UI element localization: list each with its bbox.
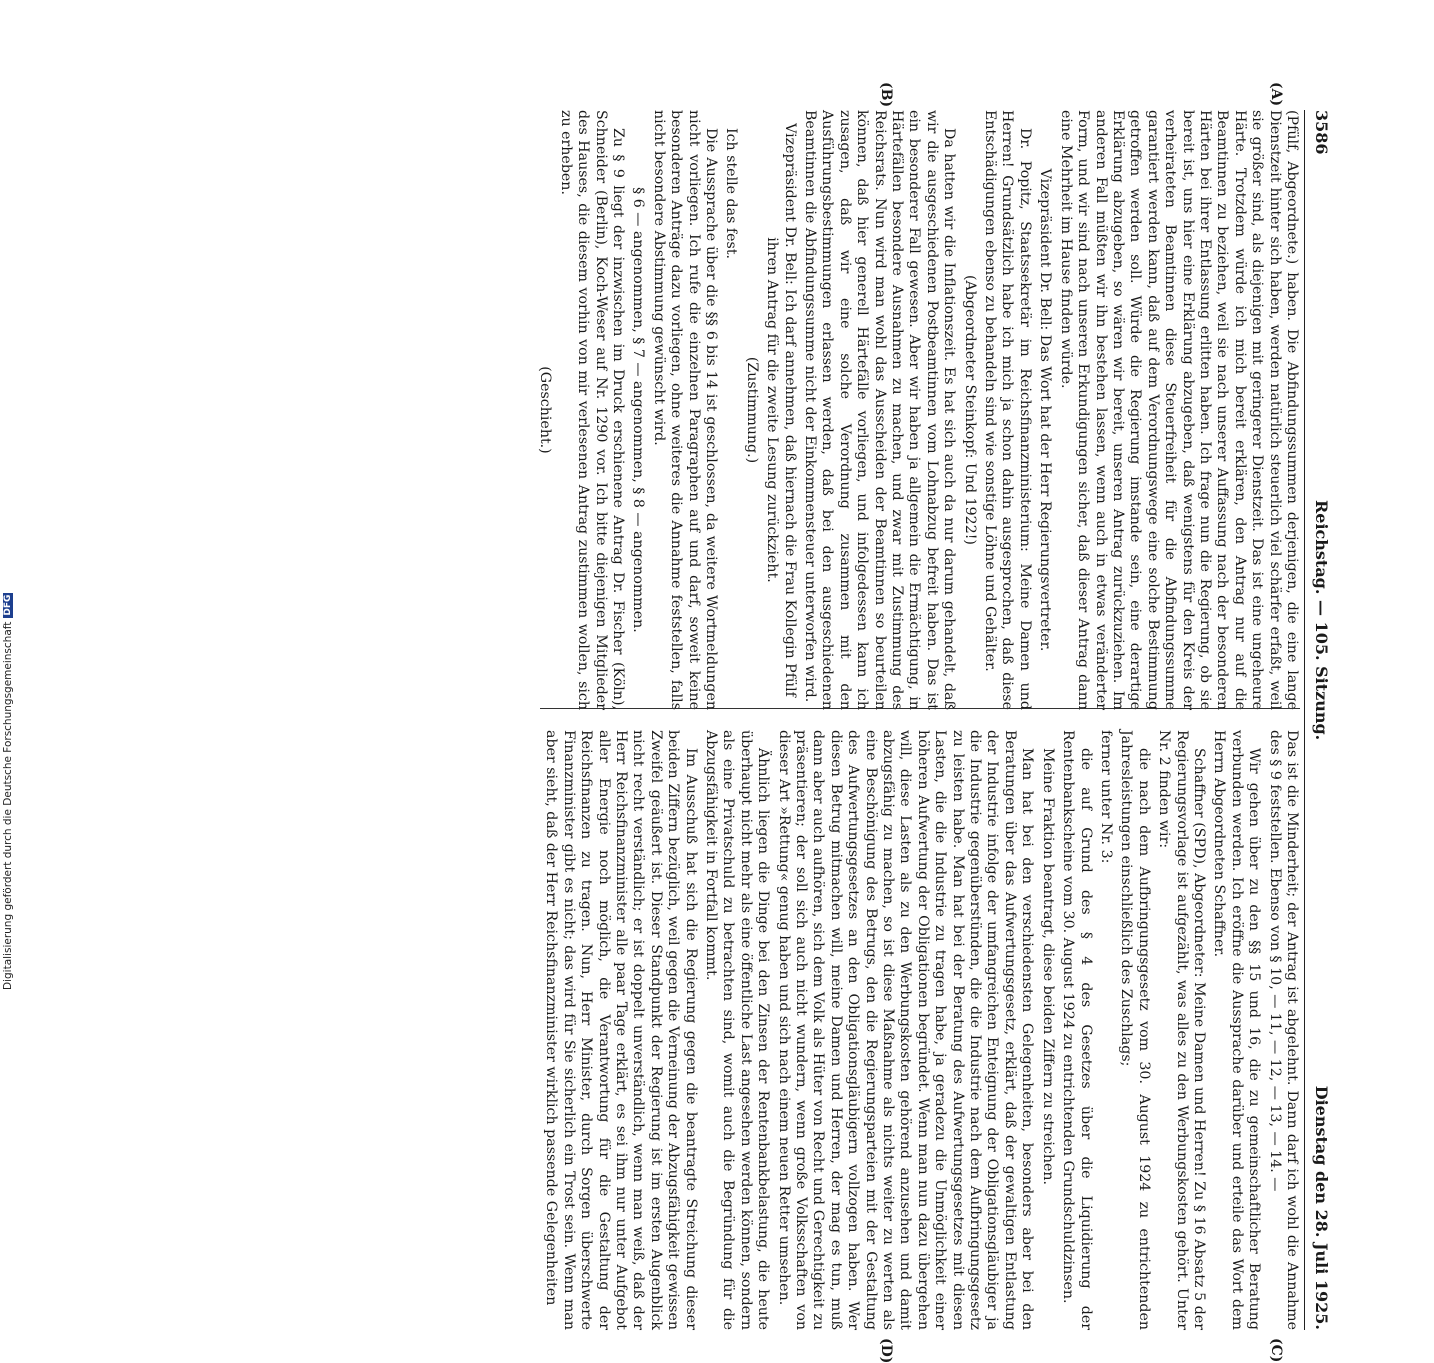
paragraph: Dr. Popitz, Staatssekretär im Reichsfinanzministerium: Meine Damen und Herren! Grundsätzlich habe ich mich ja schon dahin ausgesprochen, daß diese Entschädigungen ebenso zu behandeln sind wie sonstige Löhne und Gehälter. xyxy=(982,110,1033,710)
header-rule xyxy=(1304,110,1305,1330)
paragraph: Wir gehen über zu den §§ 15 und 16, die zu gemeinschaftlicher Beratung verbunden werden. Ich eröffne die Aussprache darüber und erteile das Wort dem Herrn Abgeordneten Schaffner. xyxy=(1211,730,1263,1330)
paragraph: Man hat bei den verschiedensten Gelegenheiten, besonders aber bei den Beratungen über das Aufwertungsgesetz, erklärt, daß der gewaltigen Entlastung der Industrie infolge der umfangreichen Enteignung der Obligationsgläubiger ja die Industrie gegenüberstünden, die die Industrie nach dem Aufbringungsgesetz zu leisten habe. Man hat bei der Beratung des Aufwertungsgesetzes mit diesen Lasten, die die Industrie zu tragen habe, ja geradezu die Unmöglichkeit einer höheren Aufwertung der Obligationen begründet. Wenn man nun dazu übergehen will, diese Lasten als zu den Werbungskosten gehörend anzusehen und damit abzugsfähig zu machen, so ist diese Maßnahme als nichts weiter zu werten als eine Beschönigung des Betrugs, den die Regierungsparteien mit der Gestaltung des Aufwertungsgesetzes an den Obligationsgläubigern vollzogen haben. Wer diesen Betrug mitmachen will, meine Damen und Herren, der mag es tun, muß dann aber auch aufhören, sich dem Volk als Hüter von Recht und Gerechtigkeit zu präsentieren; der soll sich auch nicht wundern, wenn große Volksschaften von dieser Art »Rettung« genug haben und sich nach einem neuen Retter umsehen. xyxy=(775,730,1036,1330)
paragraph: Zu § 9 liegt der inzwischen im Druck erschienene Antrag Dr. Fischer (Köln), Schneider (Berlin), Koch-Weser auf Nr. 1290 vor. Ich bitte diejenigen Mitglieder des Hauses, die diesem vorhin von mir verlesenen Antrag zustimmen wollen, sich zu erheben. xyxy=(557,110,626,710)
left-column xyxy=(537,110,1300,710)
paragraph: § 6 — angenommen, § 7 — angenommen, § 8 — angenommen. xyxy=(630,187,647,633)
paragraph: (Pfülf, Abgeordnete.) haben. Die Abfindungssummen derjenigen, die eine lange Dienstzeit hinter sich haben, werden natürlich steuerlich viel schärfer erfaßt, weil sie größer sind, als diejenigen mit geringerer Dienstzeit. Das ist eine ungeheure Härte. Trotzdem würde ich mich bereit erklären, den Antrag nur auf die Beamtinnen zu beziehen, weil sie nach unserer Auffassung nach der besonderen Härten bei ihrer Entlassung erlitten haben. Ich frage nun die Regierung, ob sie bereit ist, uns hier eine Erklärung abzugeben, daß wenigstens für den Kreis der verheirateten Beamtinnen diese Steuerfreiheit für die Abfindungssumme garantiert werden kann, daß auf dem Verordnungswege eine solche Bestimmung getroffen werden soll. Würde die Regierung imstande sein, eine derartige Erklärung abzugeben, so wären wir bereit, unseren Antrag zurückzuziehen. Im anderen Fall müßten wir ihn bestehen lassen, wenn auch in etwas veränderter Form, und wir sind nach unseren Erkundigungen sicher, daß dieser Antrag dann eine Mehrheit im Hause finden würde. xyxy=(1057,110,1300,710)
paragraph: die nach dem Aufbringungsgesetz vom 30. August 1924 zu entrichtenden Jahresleistungen einschließlich des Zuschlags; xyxy=(1118,730,1152,1330)
paragraph: Die Aussprache über die §§ 6 bis 14 ist geschlossen, da weitere Wortmeldungen nicht vorliegen. Ich rufe die einzelnen Paragraphen auf und darf, soweit keine besonderen Anträge dazu vorliegen, ohne weiteres die Annahme feststellen, falls nicht besondere Abstimmung gewünscht wird. xyxy=(650,110,719,710)
paragraph: (Geschieht.) xyxy=(537,366,554,454)
column-divider xyxy=(540,708,1300,709)
paragraph: (Zustimmung.) xyxy=(743,356,760,464)
margin-letter-d: (D) xyxy=(878,1338,894,1363)
footer-text: Digitalisierung gefördert durch die Deutsche Forschungsgemeinschaft xyxy=(2,621,14,990)
margin-letter-b: (B) xyxy=(878,82,894,108)
paragraph: die auf Grund des § 4 des Gesetzes über die Liquidierung der Rentenbankscheine vom 30. August 1924 zu entrichtenden Grundschuldzinsen. xyxy=(1060,730,1094,1330)
paragraph: Ich stelle das fest. xyxy=(723,128,740,260)
header-title: Reichstag. — 105. Sitzung. xyxy=(1312,499,1332,741)
footer-strip xyxy=(2,570,20,990)
margin-letter-a: (A) xyxy=(1268,82,1284,107)
paragraph: ferner unter Nr. 3: xyxy=(1097,730,1114,864)
paragraph: Ähnlich liegen die Dinge bei den Zinsen der Rentenbankbelastung, die heute überhaupt nicht mehr als eine öffentliche Last angesehen werden können, sondern als eine Privatschuld zu betrachten sind, womit auch die Begründung für die Abzugsfähigkeit in Fortfall kommt. xyxy=(703,730,772,1330)
margin-letter-c: (C) xyxy=(1268,1338,1284,1363)
paragraph: (Abgeordneter Steinkopf: Und 1922!) xyxy=(961,275,978,545)
paragraph: Schaffner (SPD), Abgeordneter: Meine Damen und Herren! Zu § 16 Absatz 5 der Regierungsvorlage ist aufgezählt, was alles zu den Werbungskosten gehört. Unter Nr. 2 finden wir: xyxy=(1156,730,1207,1330)
paragraph: Meine Fraktion beantragt, diese beiden Ziffern zu streichen. xyxy=(1039,748,1056,1186)
right-column xyxy=(540,730,1300,1330)
paragraph: Vizepräsident Dr. Bell: Ich darf annehmen, daß hiernach die Frau Kollegin Pfülf ihren Antrag für die zweite Lesung zurückzieht. xyxy=(764,123,798,697)
page-number: 3586 xyxy=(1312,110,1332,155)
paragraph: Vizepräsident Dr. Bell: Das Wort hat der Herr Regierungsvertreter. xyxy=(1037,168,1054,652)
dfg-logo: DFG xyxy=(3,594,13,616)
paragraph: Das ist die Minderheit; der Antrag ist abgelehnt. Dann darf ich wohl die Annahme des § 9 feststellen. Ebenso von § 10, — 11, — 12, — 13, — 14. — xyxy=(1266,730,1300,1330)
header-date: Dienstag den 28. Juli 1925. xyxy=(1312,1085,1332,1330)
page-header xyxy=(1310,110,1334,1330)
paragraph: Da hatten wir die Inflationszeit. Es hat sich auch da nur darum gehandelt, daß wir die ausgeschiedenen Postbeamtinnen vom Lohnabzug befreit haben. Das ist ein besonderer Fall gewesen. Aber wir haben ja allgemein die Ermächtigung, in Härtefällen besondere Ausnahmen zu machen, und zwar mit Zustimmung des Reichsrats. Nun wird man wohl das Ausscheiden der Beamtinnen so beurteilen können, daß hier generell Härtefälle vorliegen, und infolgedessen kann ich zusagen, daß wir eine solche Verordnung zusammen mit den Ausführungsbestimmungen erlassen werden, daß bei den ausgeschiedenen Beamtinnen die Abfindungssumme nicht der Einkommensteuer unterworfen wird. xyxy=(802,110,958,710)
paragraph: Im Ausschuß hat sich die Regierung gegen die beantragte Streichung dieser beiden Ziffern bezüglich, weil gegen die Verneinung der Abzugsfähigkeit gewissen Zweifel geäußert ist. Dieser Standpunkt der Regierung ist im ersten Augenblick nicht recht verständlich; er ist doppelt unverständlich, wenn man weiß, daß der Herr Reichsfinanzminister alle paar Tage erklärt, es sei ihm nur unter Aufgebot aller Energie noch möglich, die Verantwortung für die Gestaltung der Reichsfinanzen zu tragen. Nun, Herr Minister, durch Sorgen überschwerte Finanzminister gibt es nicht; das wird für Sie sicherlich ein Trost sein. Wenn man aber sieht, daß der Herr Reichsfinanzminister wirklich passende Gelegenheiten xyxy=(543,730,699,1330)
